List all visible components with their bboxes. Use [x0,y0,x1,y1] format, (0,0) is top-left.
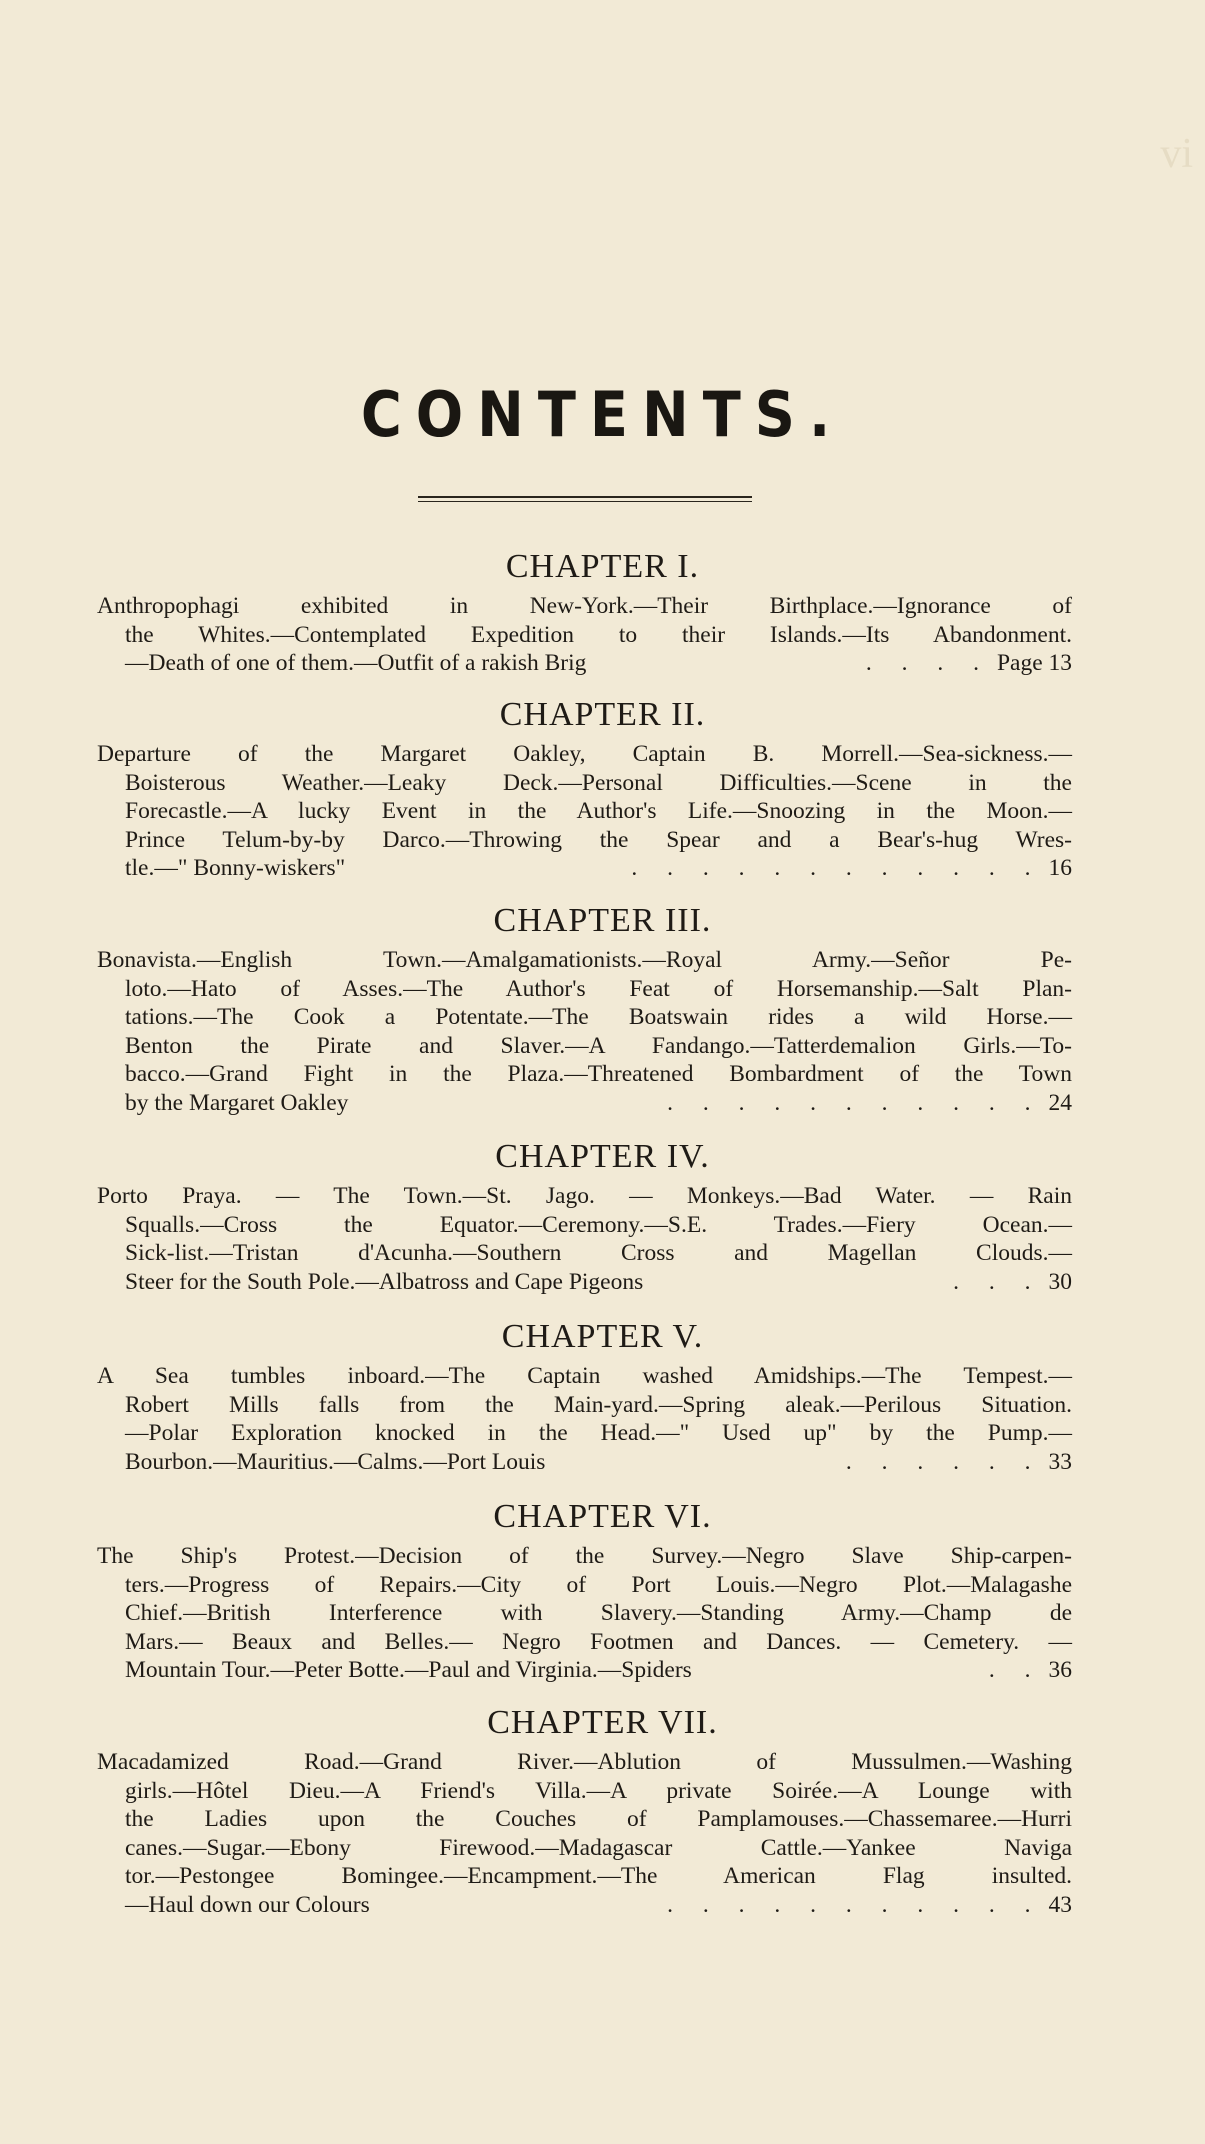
entry-text: Steer for the South Pole.—Albatross and Cape Pigeons [125,1268,644,1295]
chapter-heading: CHAPTER III. [493,902,712,939]
entry-line: the Ladies upon the Couches of Pamplamouses.—Chassemaree.—Hurri [125,1806,1072,1832]
chapter-entry [97,740,1072,883]
entry-line: Macadamized Road.—Grand River.—Ablution of Mussulmen.—Washing [97,1749,1072,1775]
entry-line: tor.—Pestongee Bomingee.—Encampment.—The American Flag insulted. [125,1863,1072,1889]
entry-line: canes.—Sugar.—Ebony Firewood.—Madagascar Cattle.—Yankee Naviga [125,1834,1072,1861]
entry-line-final [97,1891,1072,1920]
entry-line: tations.—The Cook a Potentate.—The Boatswain rides a wild Horse.— [125,1004,1072,1030]
chapter-heading: CHAPTER I. [505,548,700,585]
entry-line: Squalls.—Cross the Equator.—Ceremony.—S.E. Trades.—Fiery Ocean.— [125,1211,1072,1238]
dot-leader: . . . . . . . . . . . . [631,855,1043,881]
entry-text: —Death of one of them.—Outfit of a rakish Brig [125,650,587,676]
entry-line: Chief.—British Interference with Slavery.—Standing Army.—Champ de [125,1600,1072,1626]
chapter-entry [97,946,1072,1117]
entry-line: Forecastle.—A lucky Event in the Author's Life.—Snoozing in the Moon.— [125,798,1072,824]
entry-line: Prince Telum-by-by Darco.—Throwing the Spear and a Bear's-hug Wres- [125,826,1072,853]
entry-line: Bonavista.—English Town.—Amalgamationists.—Royal Army.—Señor Pe- [97,947,1072,973]
chapter-heading: CHAPTER VI. [493,1498,712,1535]
page-reference: 43 [1048,1891,1072,1918]
entry-text: by the Margaret Oakley [125,1089,349,1116]
chapter-entry [97,592,1072,678]
entry-line: Boisterous Weather.—Leaky Deck.—Personal Difficulties.—Scene in the [125,769,1072,796]
dot-leader: . . . [953,1268,1043,1295]
entry-line-final [97,1448,1072,1477]
page-reference: 36 [1048,1657,1072,1683]
entry-line: Porto Praya. — The Town.—St. Jago. — Monkeys.—Bad Water. — Rain [97,1183,1072,1209]
entry-line: Departure of the Margaret Oakley, Captain B. Morrell.—Sea-sickness.— [97,741,1072,767]
page-reference: 24 [1048,1089,1072,1116]
entry-line-final [97,1656,1072,1685]
entry-line: girls.—Hôtel Dieu.—A Friend's Villa.—A private Soirée.—A Lounge with [125,1777,1072,1804]
entry-line: A Sea tumbles inboard.—The Captain washed Amidships.—The Tempest.— [97,1363,1072,1389]
chapter-heading: CHAPTER IV. [495,1138,710,1175]
dot-leader: . . . . . . [845,1448,1043,1475]
chapter-heading: CHAPTER II. [499,696,706,733]
entry-line: ters.—Progress of Repairs.—City of Port Louis.—Negro Plot.—Malagashe [125,1571,1072,1598]
entry-line: bacco.—Grand Fight in the Plaza.—Threatened Bombardment of the Town [125,1061,1072,1087]
entry-line: Sick-list.—Tristan d'Acunha.—Southern Cross and Magellan Clouds.— [125,1240,1072,1266]
entry-line: loto.—Hato of Asses.—The Author's Feat of Horsemanship.—Salt Plan- [125,975,1072,1002]
entry-text: —Haul down our Colours [125,1891,370,1918]
entry-line: —Polar Exploration knocked in the Head.—" Used up" by the Pump.— [125,1420,1072,1446]
entry-line: the Whites.—Contemplated Expedition to their Islands.—Its Abandonment. [125,621,1072,648]
title-divider [418,496,752,502]
entry-line-final [97,854,1072,883]
chapter-heading: CHAPTER VII. [487,1704,718,1741]
page-title: CONTENTS. [360,378,845,451]
chapter-entry [97,1182,1072,1296]
entry-line: The Ship's Protest.—Decision of the Survey.—Negro Slave Ship-carpen- [97,1543,1072,1569]
dot-leader: . . . . . . . . . . . [667,1891,1043,1918]
dot-leader: . . [988,1657,1043,1683]
page-reference: 16 [1048,855,1072,881]
entry-line: Robert Mills falls from the Main-yard.—Spring aleak.—Perilous Situation. [125,1391,1072,1418]
page-reference: 30 [1048,1268,1072,1295]
chapter-entry [97,1542,1072,1685]
entry-line-final [97,649,1072,678]
entry-line: Mars.— Beaux and Belles.— Negro Footmen and Dances. — Cemetery. — [125,1628,1072,1655]
chapter-heading: CHAPTER V. [501,1318,704,1355]
dot-leader: . . . . . . . . . . . [667,1089,1043,1116]
entry-text: Bourbon.—Mauritius.—Calms.—Port Louis [125,1448,546,1475]
entry-line-final [97,1268,1072,1297]
entry-line: Anthropophagi exhibited in New-York.—Their Birthplace.—Ignorance of [97,593,1072,619]
entry-text: Mountain Tour.—Peter Botte.—Paul and Virginia.—Spiders [125,1657,692,1683]
chapter-entry [97,1362,1072,1476]
entry-text: tle.—" Bonny-wiskers" [125,855,346,881]
entry-line: Benton the Pirate and Slaver.—A Fandango.—Tatterdemalion Girls.—To- [125,1032,1072,1059]
entry-line-final [97,1089,1072,1118]
page-reference: 33 [1048,1448,1072,1475]
bleed-through-mark: vi [1160,131,1193,177]
dot-leader: . . . . [865,650,991,676]
chapter-entry [97,1748,1072,1919]
page-reference: Page 13 [996,650,1072,676]
